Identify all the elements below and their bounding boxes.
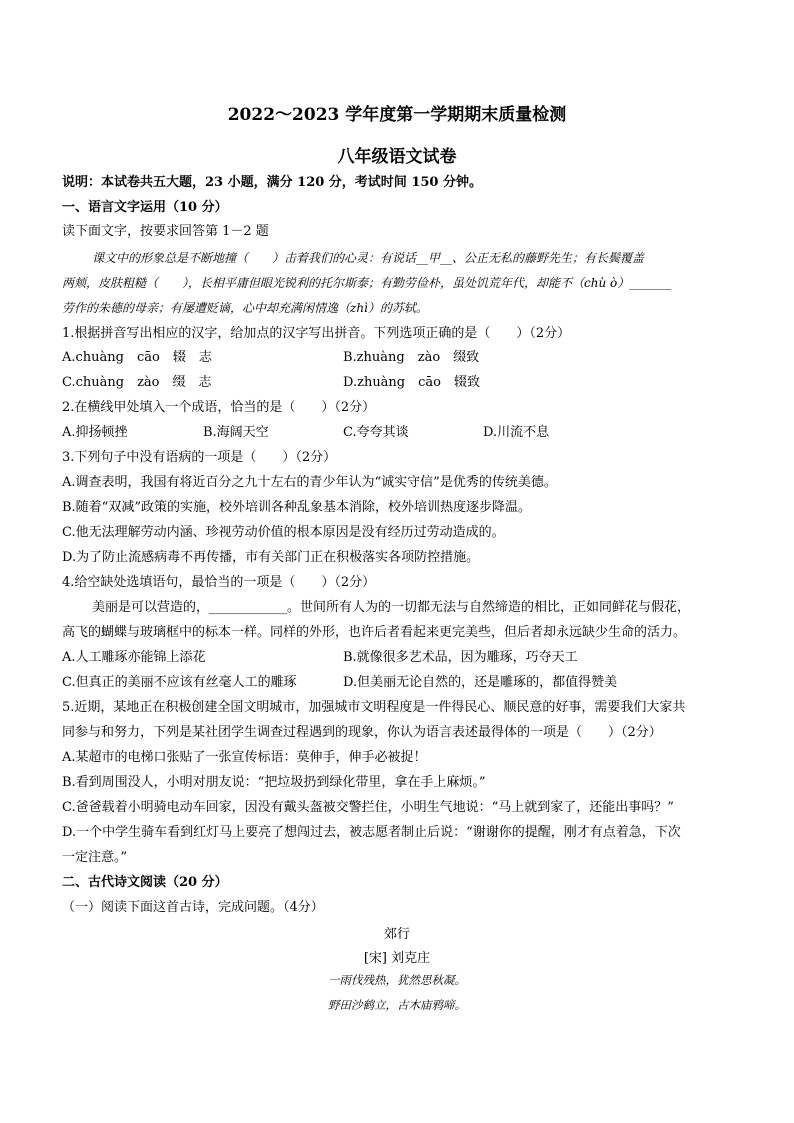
exam-title: 2022～2023 学年度第一学期期末质量检测 bbox=[227, 105, 567, 125]
q3-option-c: C.他无法理解劳动内涵、珍视劳动价值的根本原因是没有经历过劳动造成的。 bbox=[62, 525, 505, 540]
q4-passage-line: 美丽是可以营造的，____________。世间所有人为的一切都无法与自然缔造的相比，正如同鲜花与假花， bbox=[92, 600, 691, 615]
q1-option-b: B.zhuàng zào 缀致 bbox=[343, 350, 480, 365]
section1-heading: 一、语言文字运用（10 分） bbox=[62, 200, 228, 215]
poem-line: 一雨伐残热，犹然思秋凝。 bbox=[328, 973, 466, 987]
q5-option-c: C.爸爸载着小明骑电动车回家，因没有戴头盔被交警拦住，小明生气地说：“马上就到家了，还能出事吗？” bbox=[62, 800, 674, 815]
poem-author: [宋] 刘克庄 bbox=[363, 951, 431, 966]
question-3: 3.下列句子中没有语病的一项是（ ）（2分） bbox=[62, 450, 337, 465]
exam-instructions: 说明：本试卷共五大题，23 小题，满分 120 分，考试时间 150 分钟。 bbox=[62, 175, 482, 190]
question-5-cont: 同参与和努力，下列是某社团学生调查过程遇到的现象，你认为语言表述最得体的一项是（ ）（2分） bbox=[62, 725, 662, 740]
q5-option-a: A.某超市的电梯口张贴了一张宣传标语：莫伸手，伸手必被捉！ bbox=[62, 750, 427, 765]
passage-line: 两颊，皮肤粗糙（ ），长相平庸但眼光锐利的托尔斯泰；有勤劳俭朴，虽处饥荒年代，却能不（chù ò）_______ bbox=[62, 276, 672, 290]
q1-option-c: C.chuàng zào 缀 志 bbox=[62, 375, 212, 390]
q1-option-d: D.zhuàng cāo 辍致 bbox=[343, 375, 480, 390]
question-5: 5.近期，某地正在积极创建全国文明城市，加强城市文明程度是一件得民心、顺民意的好事，需要我们大家共 bbox=[62, 700, 686, 715]
question-4: 4.给空缺处选填语句，最恰当的一项是（ ）（2分） bbox=[62, 575, 376, 590]
q3-option-a: A.调查表明，我国有将近百分之九十左右的青少年认为“诚实守信”是优秀的传统美德。 bbox=[62, 475, 557, 490]
q2-option-a: A.抑扬顿挫 bbox=[62, 425, 128, 440]
q2-option-d: D.川流不息 bbox=[483, 425, 550, 440]
passage-line: 劳作的朱德的母亲；有屡遭贬谪，心中却充满闲情逸（zhì）的苏轼。 bbox=[62, 301, 428, 315]
q1-option-a: A.chuàng cāo 辍 志 bbox=[62, 350, 212, 365]
passage-line: 课文中的形象总是不断地撞（ ）击着我们的心灵：有说话__甲__、公正无私的藤野先生；有长鬓覆盖 bbox=[92, 251, 645, 265]
q3-option-d: D.为了防止流感病毒不再传播，市有关部门正在积极落实各项防控措施。 bbox=[62, 550, 480, 565]
q4-option-b: B.就像很多艺术品，因为雕琢，巧夺天工 bbox=[343, 650, 578, 665]
q2-option-b: B.海阔天空 bbox=[203, 425, 269, 440]
question-1: 1.根据拼音写出相应的汉字，给加点的汉字写出拼音。下列选项正确的是（ ）（2分） bbox=[62, 326, 571, 341]
q5-option-d: D.一个中学生骑车看到红灯马上要亮了想闯过去，被志愿者制止后说：“谢谢你的提醒，刚才有点着急，下次 bbox=[62, 825, 681, 840]
section2-sub: （一）阅读下面这首古诗，完成问题。（4分） bbox=[62, 900, 324, 915]
question-2: 2.在横线甲处填入一个成语，恰当的是（ ）（2分） bbox=[62, 400, 376, 415]
section1-intro: 读下面文字，按要求回答第 1－2 题 bbox=[62, 224, 269, 239]
q5-option-b: B.看到周围没人，小明对朋友说：“把垃圾扔到绿化带里，拿在手上麻烦。” bbox=[62, 775, 486, 790]
poem-line: 野田沙鹤立，古木庙鸦啼。 bbox=[328, 998, 466, 1012]
exam-subtitle: 八年级语文试卷 bbox=[337, 147, 457, 167]
q4-passage-line: 高飞的蝴蝶与玻璃框中的标本一样。同样的外形，也许后者看起来更完美些，但后者却永远缺少生命的活力。 bbox=[62, 625, 687, 640]
q3-option-b: B.随着“双减”政策的实施，校外培训各种乱象基本消除，校外培训热度逐步降温。 bbox=[62, 500, 531, 515]
section2-heading: 二、古代诗文阅读（20 分） bbox=[62, 875, 228, 890]
q4-option-c: C.但真正的美丽不应该有丝毫人工的雕琢 bbox=[62, 675, 297, 690]
poem-title: 郊行 bbox=[383, 927, 410, 942]
q4-option-a: A.人工雕琢亦能锦上添花 bbox=[62, 650, 206, 665]
q4-option-d: D.但美丽无论自然的，还是雕琢的，都值得赞美 bbox=[343, 675, 618, 690]
q2-option-c: C.夸夸其谈 bbox=[343, 425, 409, 440]
q5-option-d-cont: 一定注意。” bbox=[62, 850, 128, 865]
